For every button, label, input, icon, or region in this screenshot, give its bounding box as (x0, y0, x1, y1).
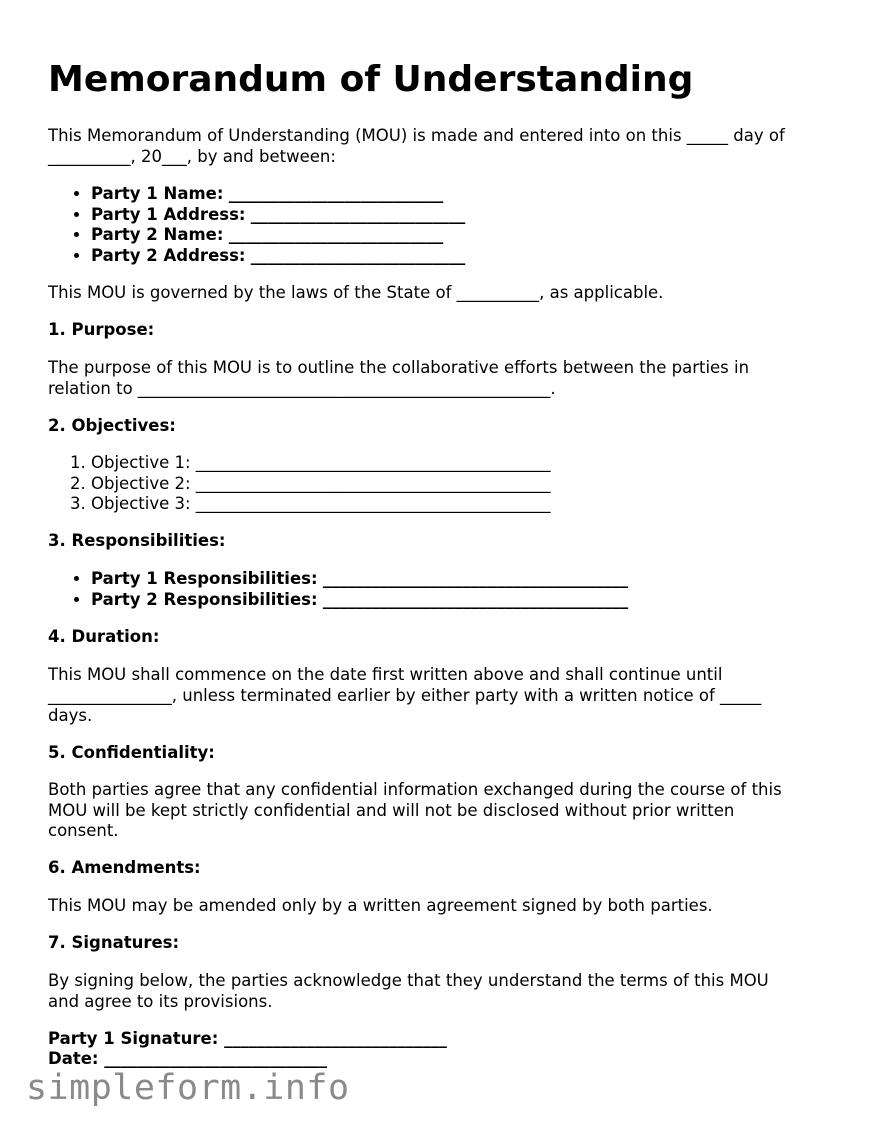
page-title: Memorandum of Understanding (48, 59, 694, 100)
watermark: simpleform.info (26, 1068, 350, 1108)
list-item: • Party 1 Address: __________________________ (91, 205, 465, 226)
duration-paragraph: This MOU shall commence on the date first written above and shall continue until _______________, unless terminated earlier by either party with a written notice of _____ days. (48, 665, 762, 725)
list-item: • Party 2 Name: __________________________ (91, 225, 465, 246)
confidentiality-paragraph: Both parties agree that any confidential information exchanged during the course of this MOU will be kept strictly confidential and will not be disclosed without prior written consent. (48, 780, 782, 840)
signatures-paragraph: By signing below, the parties acknowledge that they understand the terms of this MOU and agree to its provisions. (48, 971, 769, 1011)
signatures-heading: 7. Signatures: (48, 933, 180, 952)
purpose-heading: 1. Purpose: (48, 320, 155, 339)
list-item: • Party 1 Name: __________________________ (91, 184, 465, 205)
responsibilities-list (48, 569, 628, 610)
responsibilities-heading: 3. Responsibilities: (48, 531, 226, 550)
objectives-list (48, 453, 551, 515)
duration-heading: 4. Duration: (48, 627, 160, 646)
intro-paragraph (48, 126, 828, 167)
confidentiality-heading: 5. Confidentiality: (48, 743, 215, 762)
list-item: • Party 2 Responsibilities: _____________________________________ (91, 590, 628, 611)
intro-line-2: __________, 20___, by and between: (48, 146, 336, 166)
amendments-heading: 6. Amendments: (48, 858, 201, 877)
party-list (48, 184, 465, 266)
governing-law-text: This MOU is governed by the laws of the State of __________, as applicable. (48, 283, 664, 302)
date-line: Date: ___________________________ (48, 1049, 328, 1068)
purpose-paragraph: The purpose of this MOU is to outline the collaborative efforts between the parties in relation to __________________________________________________. (48, 358, 750, 398)
amendments-paragraph: This MOU may be amended only by a written agreement signed by both parties. (48, 896, 713, 915)
objectives-heading: 2. Objectives: (48, 416, 176, 435)
list-item: 3. Objective 3: ___________________________________________ (91, 494, 551, 515)
list-item: 2. Objective 2: ___________________________________________ (91, 474, 551, 495)
list-item: 1. Objective 1: ___________________________________________ (91, 453, 551, 474)
list-item: • Party 2 Address: __________________________ (91, 246, 465, 267)
list-item: • Party 1 Responsibilities: _____________________________________ (91, 569, 628, 590)
intro-line-1: This Memorandum of Understanding (MOU) is made and entered into on this _____ day of (48, 126, 785, 145)
party1-signature-line: Party 1 Signature: ___________________________ (48, 1029, 447, 1048)
